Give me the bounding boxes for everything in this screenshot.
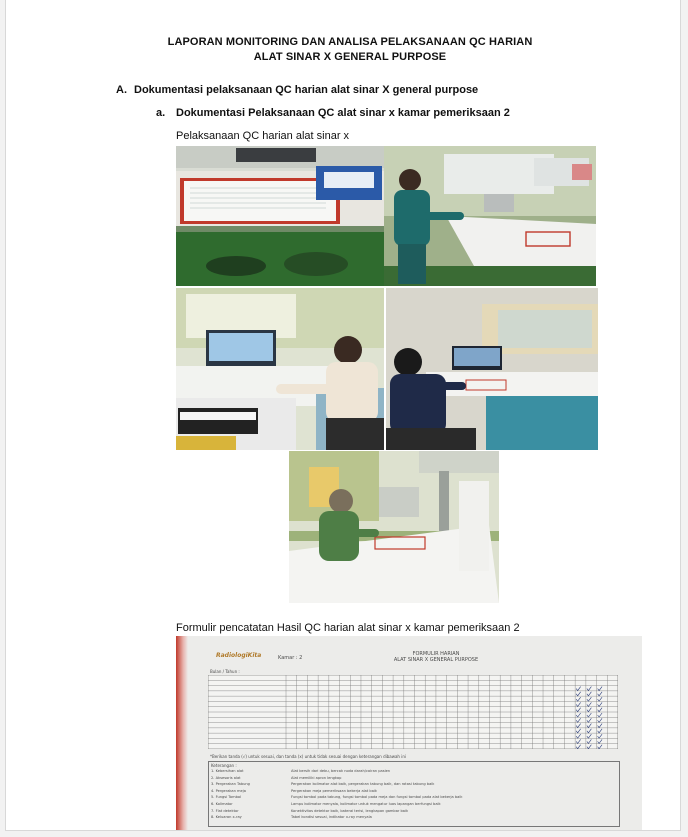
form-kamar: Kamar : 2 — [278, 655, 303, 661]
keterangan-key: 3. Pergerakan Tabung — [211, 782, 250, 787]
photo-qc-form — [176, 636, 642, 830]
report-title-line1: LAPORAN MONITORING DAN ANALISA PELAKSANAAN QC HARIAN — [167, 36, 533, 48]
keterangan-row — [211, 815, 372, 819]
section-a-number: A. — [116, 84, 127, 96]
keterangan-value: Alat memiliki apron lengkap — [291, 775, 342, 780]
form-logo: RadiologiKita — [216, 652, 262, 659]
keterangan-value: Fungsi tombol pada tabung, fungsi tombol pada meja dan fungsi tombol pada alat bekerja baik — [291, 795, 463, 800]
form-keterangan-box — [208, 761, 620, 827]
photo-staff-at-workstation — [386, 288, 598, 450]
keterangan-key: 5. Fungsi Tombol — [211, 795, 242, 800]
form-title — [366, 651, 506, 663]
keterangan-value: Pergerakan kolimator alat baik, pergerakan tabung baik, dan rotasi tabung baik — [291, 782, 435, 787]
photo-woman-at-computer — [176, 288, 384, 450]
form-red-edge — [176, 636, 188, 830]
photo-technician-at-xray-table — [384, 146, 596, 286]
keterangan-row — [211, 795, 462, 799]
report-title-line2: ALAT SINAR X GENERAL PURPOSE — [253, 51, 447, 63]
document-page — [6, 0, 680, 830]
keterangan-value: Konektivitas detektor baik, baterai terisi, lengkapan gambar baik — [291, 808, 409, 813]
photo-staff-at-xray-stand — [289, 451, 499, 603]
keterangan-key: 6. Kolimator — [211, 802, 233, 806]
keterangan-row — [211, 789, 377, 793]
section-a-title: Dokumentasi pelaksanaan QC harian alat sinar X general purpose — [134, 84, 479, 96]
form-title-line1: FORMULIR HARIAN — [412, 651, 460, 657]
form-bulan: Bulan / Tahun : — [210, 669, 240, 674]
subsection-a-title: Dokumentasi Pelaksanaan QC alat sinar x kamar pemeriksaan 2 — [176, 107, 510, 119]
keterangan-row — [211, 782, 434, 786]
keterangan-value: Alat bersih dari debu, bercak noda darah/cairan pasien — [291, 769, 391, 773]
keterangan-value: Tabel kondisi sesuai, indikator x-ray menyala — [291, 815, 372, 820]
subsection-a-heading — [156, 107, 510, 119]
form-caption: Formulir pencatatan Hasil QC harian alat sinar x kamar pemeriksaan 2 — [176, 622, 520, 634]
photos-caption: Pelaksanaan QC harian alat sinar x — [176, 130, 350, 142]
keterangan-value: Lampu kolimator menyala, kolimator untuk mengatur luas lapangan berfungsi baik — [291, 802, 441, 806]
keterangan-row — [211, 802, 441, 806]
photo-qc-form-on-desk — [176, 146, 384, 286]
keterangan-key: 4. Pergerakan meja — [211, 788, 246, 793]
keterangan-row — [211, 809, 408, 813]
subsection-a-number: a. — [156, 107, 166, 119]
keterangan-key: 7. Flat detektor — [211, 808, 239, 813]
section-a-heading — [116, 84, 478, 96]
keterangan-row — [211, 769, 390, 773]
keterangan-value: Pergerakan meja pemeriksaan bekerja alat baik — [291, 788, 377, 793]
form-checklist-grid — [208, 675, 618, 749]
form-title-line2: ALAT SINAR X GENERAL PURPOSE — [393, 657, 479, 663]
keterangan-row — [211, 776, 341, 780]
keterangan-key: 1. Kebersihan alat — [211, 769, 244, 773]
keterangan-key: 8. Keluaran x-ray — [211, 815, 242, 820]
keterangan-title: Keterangan : — [211, 763, 237, 768]
qc-form-sheet — [206, 642, 632, 830]
keterangan-key: 2. Aksesoris alat — [211, 775, 241, 780]
form-note: *Berikan tanda (√) untuk sesuai, dan tanda (x) untuk tidak sesuai dengan keterangan dibawah ini — [210, 754, 406, 759]
